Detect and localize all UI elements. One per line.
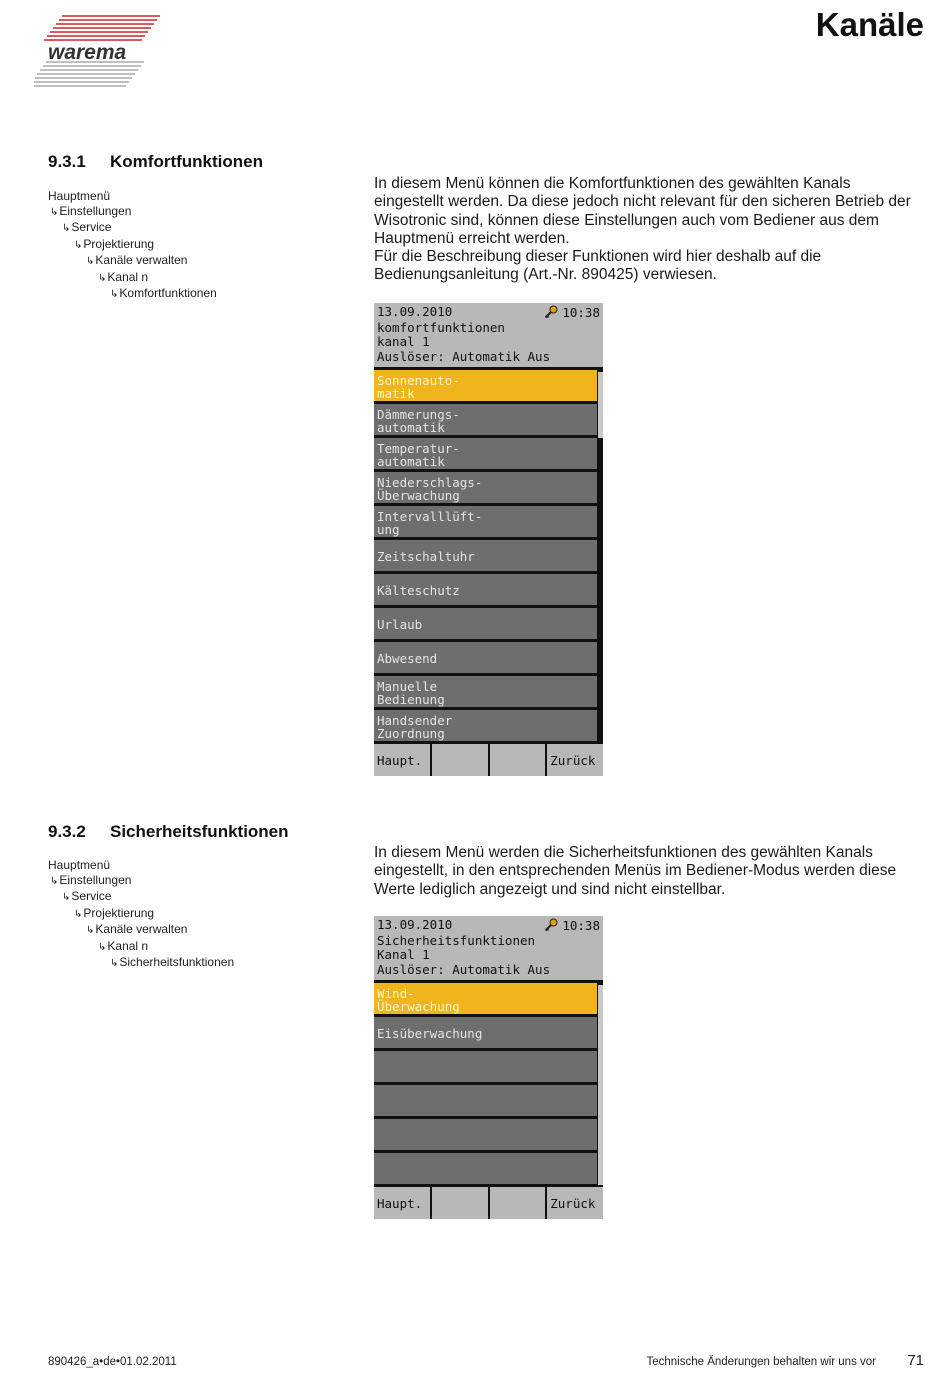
menu-item-empty [374,1153,597,1184]
arrow-icon: ↳ [62,223,71,234]
menu-item-kaelteschutz[interactable]: Kälteschutz [374,574,597,605]
arrow-icon: ↳ [98,272,107,284]
breadcrumb-item: Service [71,889,112,903]
screen-time: 10:38 [562,918,600,933]
arrow-icon: ↳ [74,908,83,920]
breadcrumb-item: Hauptmenü [48,858,111,872]
breadcrumb-item: Einstellungen [59,872,132,887]
breadcrumb-item: Projektierung [83,905,155,920]
logo-wordmark: warema [48,41,127,64]
breadcrumb-item: Hauptmenü [48,189,111,203]
screen-header [374,916,603,980]
menu-item-handsender-zuordnung[interactable]: Handsender Zuordnung [374,710,597,741]
menu-item-temperaturautomatik[interactable]: Temperatur- automatik [374,438,597,469]
doc-id: 890426_a•de•01.02.2011 [48,1356,177,1368]
menu-item-daemmerungsautomatik[interactable]: Dämmerungs- automatik [374,404,597,435]
device-screen-komfort [374,303,603,776]
menu-item-urlaub[interactable]: Urlaub [374,608,597,639]
screen-title: Sicherheitsfunktionen [377,932,536,948]
screen-time: 10:38 [562,305,600,320]
menu-item-abwesend[interactable]: Abwesend [374,642,597,673]
menu-item-zeitschaltuhr[interactable]: Zeitschaltuhr [374,540,597,571]
breadcrumb-item: Kanal n [107,269,149,284]
breadcrumb-item: Kanäle verwalten [95,922,188,936]
arrow-icon: ↳ [98,941,107,953]
screen-channel: Kanal 1 [377,947,430,962]
menu-item-manuelle-bedienung[interactable]: Manuelle Bedienung [374,676,597,707]
screen-title: komfortfunktionen [377,319,505,335]
arrow-icon: ↳ [74,239,83,251]
section-heading-sicherheit [48,822,289,842]
breadcrumb-item: Komfortfunktionen [119,286,217,300]
softkey-haupt[interactable]: Haupt. [374,1187,430,1219]
arrow-icon: ↳ [50,875,59,887]
screen-date: 13.09.2010 [377,917,453,932]
menu-list [374,370,603,741]
breadcrumb [48,858,234,972]
softkey-empty[interactable] [432,1187,488,1219]
softkey-empty[interactable] [432,744,488,776]
breadcrumb-item: Projektierung [83,236,155,251]
breadcrumb-item: Einstellungen [59,203,132,218]
softkey-bar [374,744,603,776]
menu-item-empty [374,1051,597,1082]
softkey-zurueck[interactable]: Zurück [547,1187,603,1219]
section-heading-komfort [48,152,263,172]
section-title: Sicherheitsfunktionen [110,822,289,841]
paragraph: In diesem Menü werden die Sicherheitsfunktionen des gewählten Kanals eingestellt, in den entsprechenden Menüs im Bediener-Modus werden diese Werte lediglich angezeigt und sind nicht einstellbar. [374,844,897,898]
menu-list [374,983,603,1184]
screen-date: 13.09.2010 [377,304,453,319]
breadcrumb-item: Kanäle verwalten [95,253,188,267]
menu-item-sonnenautomatik[interactable]: Sonnenauto- matik [374,370,597,401]
softkey-bar [374,1187,603,1219]
screen-channel: kanal 1 [377,334,430,349]
footer-notice: Technische Änderungen behalten wir uns vor [646,1356,876,1368]
arrow-icon: ↳ [110,958,119,969]
breadcrumb-item: Service [71,220,112,234]
scrollbar[interactable] [598,372,603,438]
menu-item-niederschlagsueberwachung[interactable]: Niederschlags- Überwachung [374,472,597,503]
device-screen-sicherheit [374,916,603,1219]
arrow-icon: ↳ [62,892,71,903]
section-number: 9.3.1 [48,152,86,171]
softkey-empty[interactable] [490,1187,546,1219]
section-body-text [374,844,924,899]
screen-header [374,303,603,367]
arrow-icon: ↳ [86,925,95,936]
menu-item-intervallluftung[interactable]: Intervalllüft- ung [374,506,597,537]
page-title: Kanäle [815,6,924,43]
section-title: Komfortfunktionen [110,152,263,171]
screen-trigger: Auslöser: Automatik Aus [377,348,551,364]
section-number: 9.3.2 [48,822,86,841]
screen-trigger: Auslöser: Automatik Aus [377,961,551,977]
menu-item-empty [374,1119,597,1150]
breadcrumb-item: Sicherheitsfunktionen [119,955,235,969]
section-body-text [374,175,924,285]
arrow-icon: ↳ [110,289,119,300]
warema-logo [34,14,164,94]
key-icon [544,305,558,319]
arrow-icon: ↳ [50,206,59,218]
breadcrumb-item: Kanal n [107,938,149,953]
page-number: 71 [907,1352,924,1369]
menu-item-eisueberwachung[interactable]: Eisüberwachung [374,1017,597,1048]
softkey-empty[interactable] [490,744,546,776]
paragraph: In diesem Menü können die Komfortfunktionen des gewählten Kanals eingestellt werden. Da diese jedoch nicht relevant für den sicheren Betrieb der Wisotronic sind, können diese Einstellungen auch vom Bediener aus dem Hauptmenü erreicht werden. [374,175,911,247]
menu-item-windueberwachung[interactable]: Wind- Überwachung [374,983,597,1014]
paragraph: Für die Beschreibung dieser Funktionen wird hier deshalb auf die Bedienungsanleitung (Art.-Nr. 890425) verwiesen. [374,248,822,284]
breadcrumb [48,189,217,303]
menu-item-empty [374,1085,597,1116]
softkey-zurueck[interactable]: Zurück [547,744,603,776]
softkey-haupt[interactable]: Haupt. [374,744,430,776]
scrollbar[interactable] [598,985,603,1185]
arrow-icon: ↳ [86,256,95,267]
key-icon [544,918,558,932]
